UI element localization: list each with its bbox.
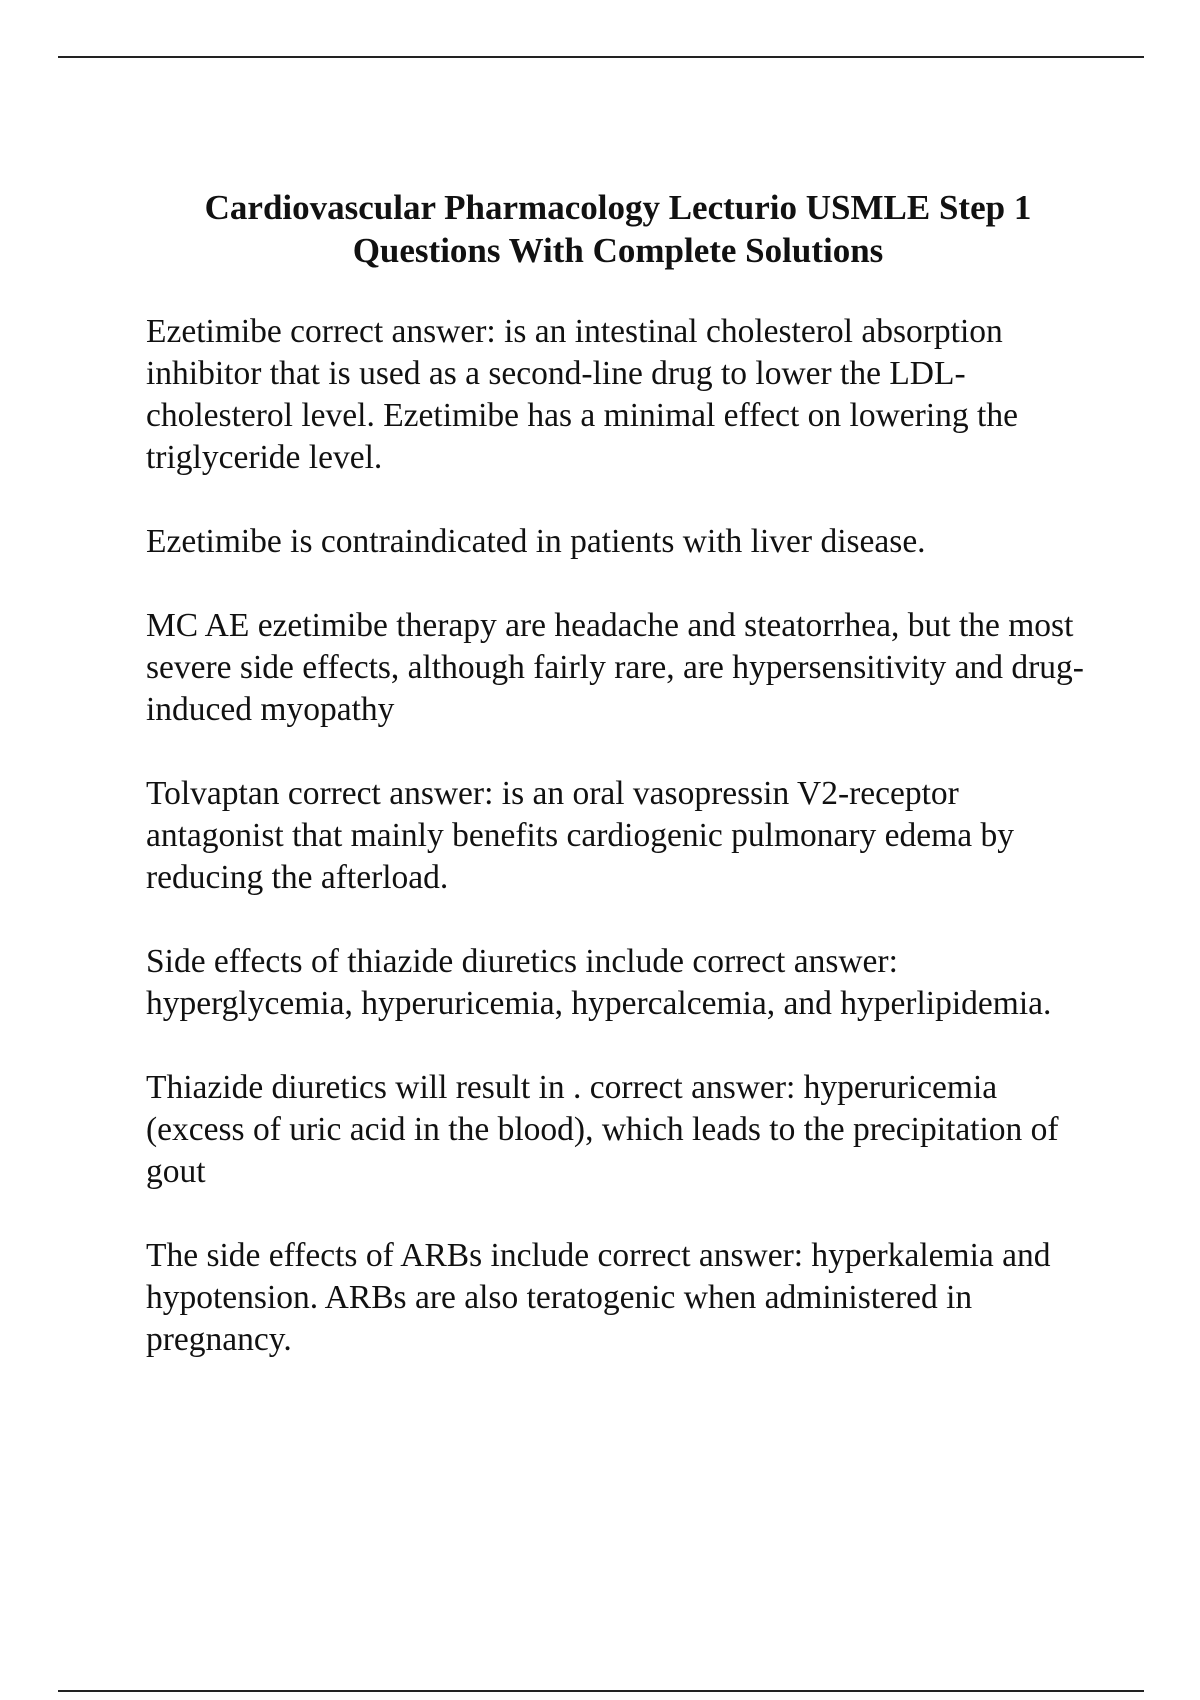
- paragraph-arb-side-effects: The side effects of ARBs include correct answer: hyperkalemia and hypotension. ARBs are also teratogenic when administered in pregnancy.: [146, 1237, 1051, 1358]
- document-title: [120, 186, 1116, 272]
- title-line-1: Cardiovascular Pharmacology Lecturio USMLE Step 1: [204, 188, 1032, 227]
- top-rule: [58, 56, 1144, 58]
- paragraph-tolvaptan: Tolvaptan correct answer: is an oral vasopressin V2-receptor antagonist that mainly benefits cardiogenic pulmonary edema by reducing the afterload.: [146, 775, 1014, 896]
- paragraph-ezetimibe-definition: Ezetimibe correct answer: is an intestinal cholesterol absorption inhibitor that is used as a second-line drug to lower the LDL-cholesterol level. Ezetimibe has a minimal effect on lowering the triglyceride level.: [146, 313, 1018, 476]
- document-body: [146, 311, 1096, 1403]
- paragraph-thiazide-hyperuricemia: Thiazide diuretics will result in . correct answer: hyperuricemia (excess of uric acid in the blood), which leads to the precipitation of gout: [146, 1069, 1059, 1190]
- paragraph-ezetimibe-adverse-effects: MC AE ezetimibe therapy are headache and steatorrhea, but the most severe side effects, although fairly rare, are hypersensitivity and drug-induced myopathy: [146, 607, 1084, 728]
- title-line-2: Questions With Complete Solutions: [352, 231, 884, 270]
- bottom-rule: [58, 1690, 1144, 1692]
- paragraph-thiazide-side-effects: Side effects of thiazide diuretics include correct answer: hyperglycemia, hyperuricemia, hypercalcemia, and hyperlipidemia.: [146, 943, 1052, 1022]
- paragraph-ezetimibe-contraindication: Ezetimibe is contraindicated in patients with liver disease.: [146, 523, 926, 560]
